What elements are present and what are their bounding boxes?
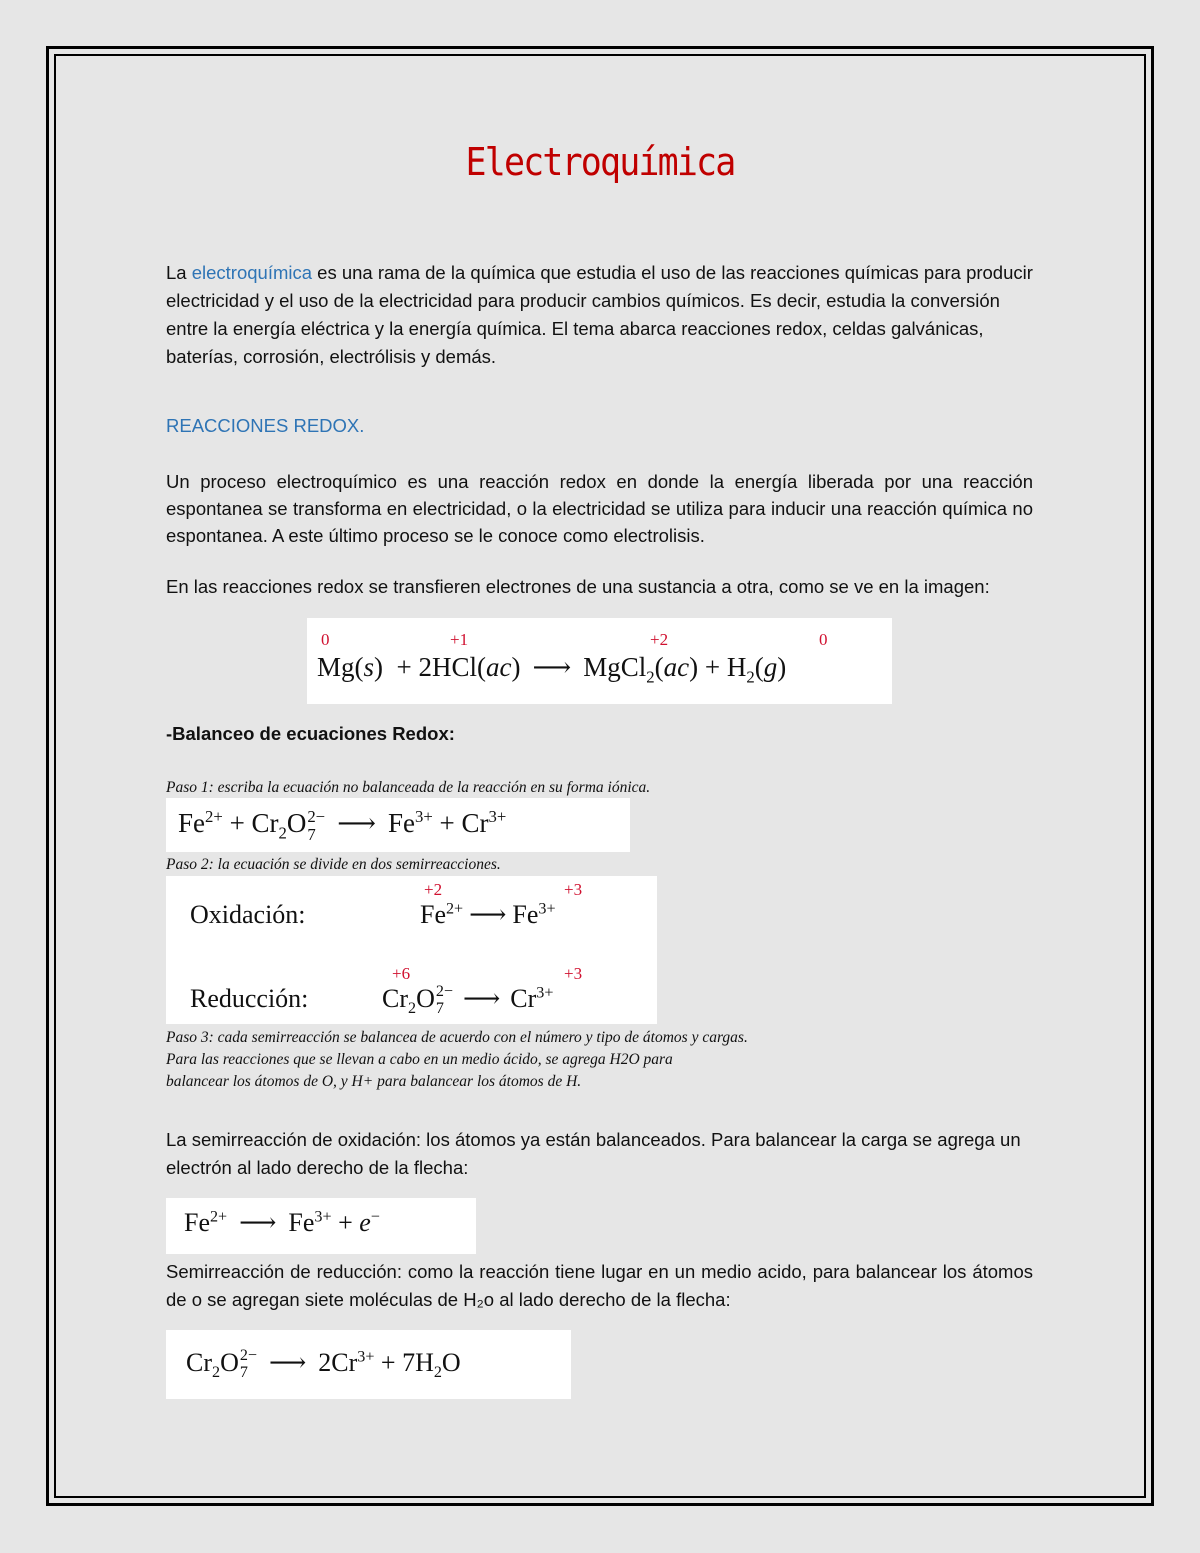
intro-text: es una rama de la química que estudia el uso de las reacciones químicas para producir electricidad y el uso de la electricidad para producir cambios químicos. Es decir, estudia la conversión entre la energía eléctrica y la energía química. El tema abarca reacciones redox, celdas galvánicas, baterías, corrosión, electrólisis y demás.: [166, 262, 1033, 367]
ox-state-mg: 0: [321, 630, 330, 649]
equation-reduction-line: $Cr_2O$ 2− 7 ⟶ $2Cr^{3+} + 7H_2O$: [186, 1347, 461, 1382]
half-reactions-box: [166, 876, 657, 1024]
step-1-text: Paso 1: escriba la ecuación no balanceada de la reacción en su forma iónica.: [166, 779, 651, 796]
reaction-arrow: ⟶: [532, 652, 572, 682]
balance-heading: -Balanceo de ecuaciones Redox:: [166, 723, 455, 744]
equation-oxidation-line: $Fe^{2+}$ ⟶ $Fe^{3+} + e^-$: [184, 1208, 380, 1237]
equation-oxidation-balanced: [166, 1198, 476, 1254]
intro-prefix: La: [166, 262, 192, 283]
equation-mg-hcl: [307, 618, 892, 704]
step-3-text-line-3: balancear los átomos de O, y H+ para balancear los átomos de H.: [166, 1073, 582, 1090]
equation-ionic-line: $Fe^{2+} + Cr_2O$ 2− 7 ⟶ $Fe^{3+} + Cr^{3+}$: [178, 807, 507, 844]
oxidation-half-reaction: $Fe^{2+}$ ⟶ $Fe^{3+}$: [420, 900, 556, 929]
step-3-text-line-1: Paso 3: cada semirreacción se balancea de acuerdo con el número y tipo de átomos y cargas.: [166, 1029, 748, 1046]
electroquimica-link[interactable]: electroquímica: [191, 262, 313, 283]
reduction-label: Reducción:: [190, 984, 309, 1013]
ox-state-fe2: +2: [424, 880, 443, 899]
ox-state-cr3: +3: [564, 964, 583, 983]
reaction-arrow: ⟶: [337, 808, 376, 838]
equation-reduction-balanced: [166, 1330, 571, 1399]
page-title: Electroquímica: [465, 140, 735, 184]
reduction-half-reaction: $Cr_2O$ 2− 7 ⟶ $Cr^{3+}$: [382, 983, 554, 1018]
ox-state-fe3: +3: [564, 880, 583, 899]
intro-paragraph: [166, 259, 1033, 371]
reduction-paragraph: Semirreacción de reducción: como la reacción tiene lugar en un medio acido, para balancear los átomos de o se agregan siete moléculas de H₂o al lado derecho de la flecha:: [166, 1261, 1033, 1310]
step-3-text-line-2: Para las reacciones que se llevan a cabo en un medio ácido, se agrega H2O para: [166, 1051, 673, 1068]
section-heading-redox: REACCIONES REDOX.: [166, 415, 365, 436]
ox-state-cr6: +6: [392, 964, 411, 983]
oxidation-paragraph: La semirreacción de oxidación: los átomos ya están balanceados. Para balancear la carga se agrega un electrón al lado derecho de la flecha:: [166, 1129, 1021, 1178]
ox-state-mgcl2: +2: [650, 630, 669, 649]
equation-mg-hcl-line: Mg(s) + 2HCl(ac) ⟶ MgCl$_2$(ac) + $H_2(g)$: [317, 652, 787, 687]
step-2-text: Paso 2: la ecuación se divide en dos semirreacciones.: [166, 856, 501, 873]
ox-state-hcl: +1: [450, 630, 469, 649]
oxidation-label: Oxidación:: [190, 900, 306, 929]
transfer-sentence: En las reacciones redox se transfieren electrones de una sustancia a otra, como se ve en la imagen:: [166, 576, 990, 597]
redox-paragraph: Un proceso electroquímico es una reacción redox en donde la energía liberada por una reacción espontanea se transforma en electricidad, o la electricidad se utiliza para inducir una reacción química no espontanea. A este último proceso se le conoce como electrolisis.: [166, 471, 1033, 546]
equation-ionic: [166, 798, 630, 852]
ox-state-h2: 0: [819, 630, 828, 649]
